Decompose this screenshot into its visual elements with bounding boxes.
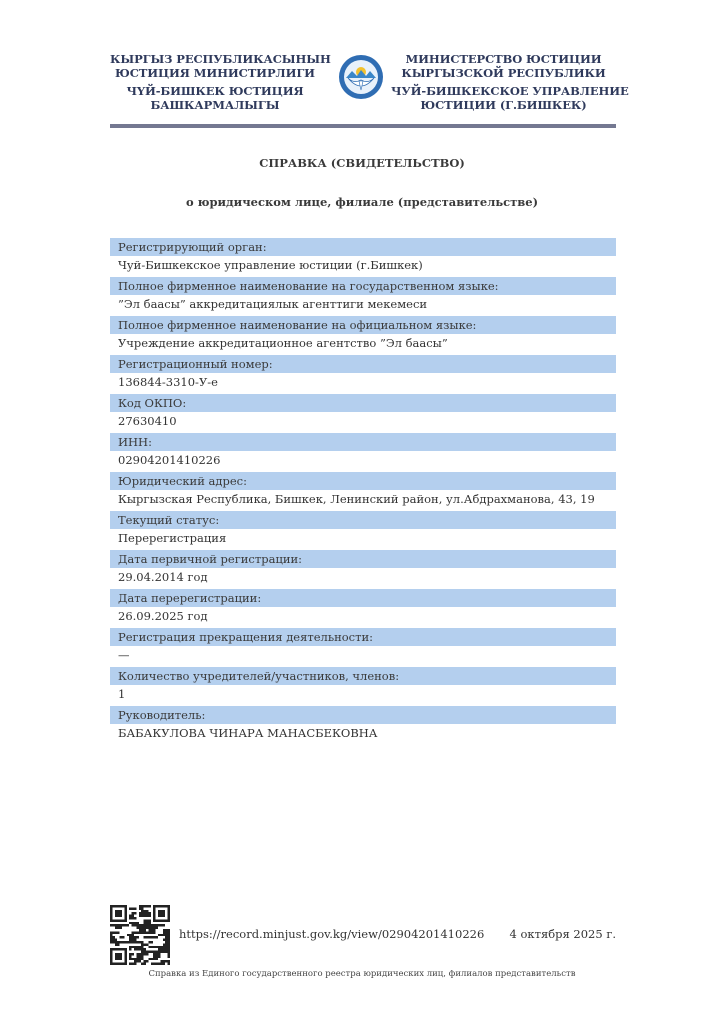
field-value: БАБАКУЛОВА ЧИНАРА МАНАСБЕКОВНА — [118, 726, 378, 740]
header-left-line: КЫРГЫЗ РЕСПУБЛИКАСЫНЫН — [110, 52, 331, 66]
header-left-kyrgyz — [110, 52, 331, 112]
field-label: Количество учредителей/участников, членов: — [110, 667, 616, 685]
state-emblem-icon — [338, 54, 384, 100]
field-label: Код ОКПО: — [110, 394, 616, 412]
field-label: Дата первичной регистрации: — [110, 550, 616, 568]
field-label: Дата перерегистрации: — [110, 589, 616, 607]
field-label: Руководитель: — [110, 706, 616, 724]
qr-code-icon[interactable] — [110, 905, 170, 965]
field-value: Учреждение аккредитационное агентство ”Эл баасы” — [118, 336, 448, 350]
field-value: — — [118, 648, 130, 662]
document-header — [110, 52, 629, 122]
field-value: 26.09.2025 год — [118, 609, 208, 623]
field-value: 29.04.2014 год — [118, 570, 208, 584]
document-title: СПРАВКА (СВИДЕТЕЛЬСТВО) — [259, 156, 465, 170]
field-value: 136844-3310-У-е — [118, 375, 218, 389]
field-label: Регистрация прекращения деятельности: — [110, 628, 616, 646]
verification-url[interactable]: https://record.minjust.gov.kg/view/02904201410226 — [179, 927, 485, 941]
header-right-russian — [391, 52, 629, 112]
footer-note: Справка из Единого государственного реестра юридических лиц, филиалов представительств — [148, 969, 576, 979]
field-value: Чуй-Бишкекское управление юстиции (г.Бишкек) — [118, 258, 423, 272]
header-right-line: ЮСТИЦИИ (Г.БИШКЕК) — [420, 98, 587, 112]
field-value: Кыргызская Республика, Бишкек, Ленинский район, ул.Абдрахманова, 43, 19 — [118, 492, 595, 506]
header-right-line: МИНИСТЕРСТВО ЮСТИЦИИ — [405, 52, 602, 66]
field-label: Полное фирменное наименование на государственном языке: — [110, 277, 616, 295]
field-label: Регистрационный номер: — [110, 355, 616, 373]
field-value: 27630410 — [118, 414, 177, 428]
field-value: ”Эл баасы” аккредитациялык агенттиги мекемеси — [118, 297, 428, 311]
field-label: Регистрирующий орган: — [110, 238, 616, 256]
registry-fields — [110, 236, 616, 743]
field-label: Юридический адрес: — [110, 472, 616, 490]
header-right-line: ЧУЙ-БИШКЕКСКОЕ УПРАВЛЕНИЕ — [391, 84, 629, 98]
document-subtitle: о юридическом лице, филиале (представительстве) — [185, 195, 539, 209]
field-label: ИНН: — [110, 433, 616, 451]
field-label: Полное фирменное наименование на официальном языке: — [110, 316, 616, 334]
field-value: 1 — [118, 687, 126, 701]
header-left-line: БАШКАРМАЛЫГЫ — [150, 98, 280, 112]
header-left-line: ЧҮЙ-БИШКЕК ЮСТИЦИЯ — [126, 84, 304, 98]
header-left-line: ЮСТИЦИЯ МИНИСТИРЛИГИ — [115, 66, 315, 80]
field-value: 02904201410226 — [118, 453, 221, 467]
issue-date: 4 октября 2025 г. — [509, 927, 616, 941]
field-value: Перерегистрация — [118, 531, 227, 545]
header-right-line: КЫРГЫЗСКОЙ РЕСПУБЛИКИ — [401, 66, 606, 80]
field-label: Текущий статус: — [110, 511, 616, 529]
header-divider — [110, 124, 616, 128]
